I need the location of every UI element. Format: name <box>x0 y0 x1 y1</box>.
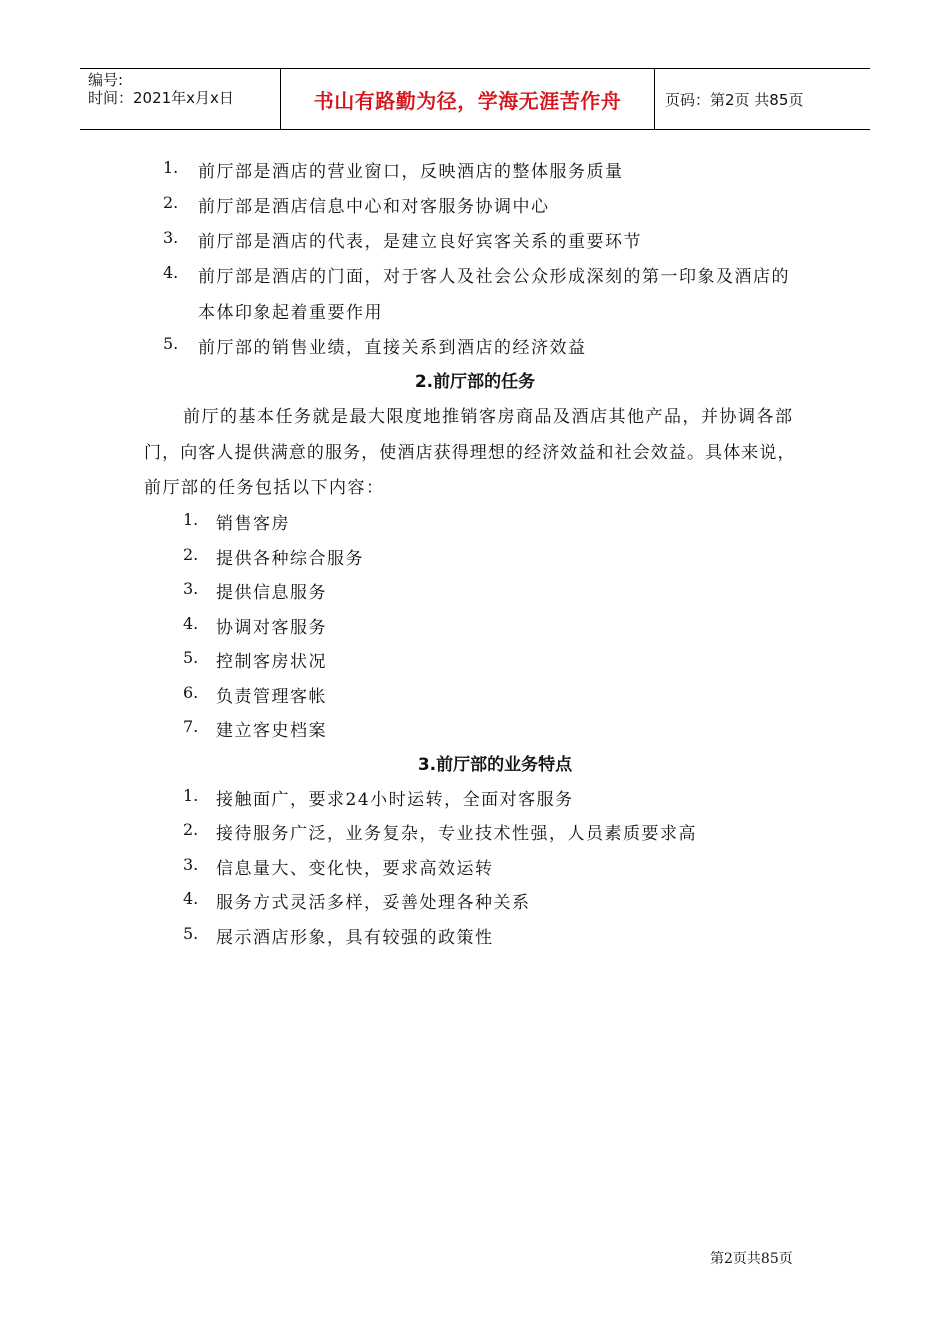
section-3-item-5-text: 展示酒店形象，具有较强的政策性 <box>216 928 494 948</box>
list1-item-4-text: 前厅部是酒店的门面，对于客人及社会公众形成深刻的第一印象及酒店的 <box>198 267 790 287</box>
section-2-item-5-text: 控制客房状况 <box>216 652 327 672</box>
section-2-item-7-number: 7. <box>183 717 199 736</box>
header-page-number: 页码：第2页 共85页 <box>665 90 804 109</box>
code-label: 编号: <box>88 71 124 89</box>
section-3-heading: 3.前厅部的业务特点 <box>417 755 573 775</box>
section-3-item-5-number: 5. <box>183 924 199 943</box>
section-2-item-3-text: 提供信息服务 <box>216 583 327 603</box>
section-2-heading: 2.前厅部的任务 <box>414 372 536 392</box>
header-motto: 书山有路勤为径，学海无涯苦作舟 <box>281 69 655 129</box>
header-meta <box>80 69 281 129</box>
page-header <box>80 68 870 130</box>
section-3-item-2-text: 接待服务广泛，业务复杂，专业技术性强，人员素质要求高 <box>216 824 697 844</box>
section-2-item-2-number: 2. <box>183 545 199 564</box>
section-3-item-4-number: 4. <box>183 889 199 908</box>
section-3-item-1-number: 1. <box>183 786 199 805</box>
list1-item-2-number: 2. <box>163 193 179 212</box>
section-2-paragraph-line-2: 门，向客人提供满意的服务，使酒店获得理想的经济效益和社会效益。具体来说， <box>144 443 796 463</box>
section-2-item-2-text: 提供各种综合服务 <box>216 549 364 569</box>
list1-item-3-text: 前厅部是酒店的代表，是建立良好宾客关系的重要环节 <box>198 232 642 252</box>
section-2-item-1-text: 销售客房 <box>216 514 290 534</box>
section-2-item-3-number: 3. <box>183 579 199 598</box>
section-2-item-5-number: 5. <box>183 648 199 667</box>
section-2-item-4-number: 4. <box>183 614 199 633</box>
section-2-item-6-text: 负责管理客帐 <box>216 687 327 707</box>
list1-item-2-text: 前厅部是酒店信息中心和对客服务协调中心 <box>198 197 550 217</box>
section-2-item-6-number: 6. <box>183 683 199 702</box>
section-2-item-1-number: 1. <box>183 510 199 529</box>
section-3-item-4-text: 服务方式灵活多样，妥善处理各种关系 <box>216 893 531 913</box>
list1-item-1-number: 1. <box>163 158 179 177</box>
list1-item-5-text: 前厅部的销售业绩，直接关系到酒店的经济效益 <box>198 338 587 358</box>
list1-item-1-text: 前厅部是酒店的营业窗口，反映酒店的整体服务质量 <box>198 162 624 182</box>
section-2-paragraph-line-1: 前厅的基本任务就是最大限度地推销客房商品及酒店其他产品，并协调各部 <box>183 407 794 427</box>
section-2-paragraph-line-3: 前厅部的任务包括以下内容： <box>144 478 385 498</box>
list1-item-5-number: 5. <box>163 334 179 353</box>
section-3-item-3-text: 信息量大、变化快，要求高效运转 <box>216 859 494 879</box>
list1-item-4-continuation: 本体印象起着重要作用 <box>198 303 383 323</box>
list1-item-3-number: 3. <box>163 228 179 247</box>
section-3-item-1-text: 接触面广，要求24小时运转，全面对客服务 <box>216 790 574 810</box>
section-3-item-2-number: 2. <box>183 820 199 839</box>
time-label: 时间：2021年x月x日 <box>88 89 234 107</box>
section-2-item-4-text: 协调对客服务 <box>216 618 327 638</box>
list1-item-4-number: 4. <box>163 263 179 282</box>
page-footer: 第2页共85页 <box>710 1251 793 1267</box>
section-2-item-7-text: 建立客史档案 <box>216 721 327 741</box>
section-3-item-3-number: 3. <box>183 855 199 874</box>
